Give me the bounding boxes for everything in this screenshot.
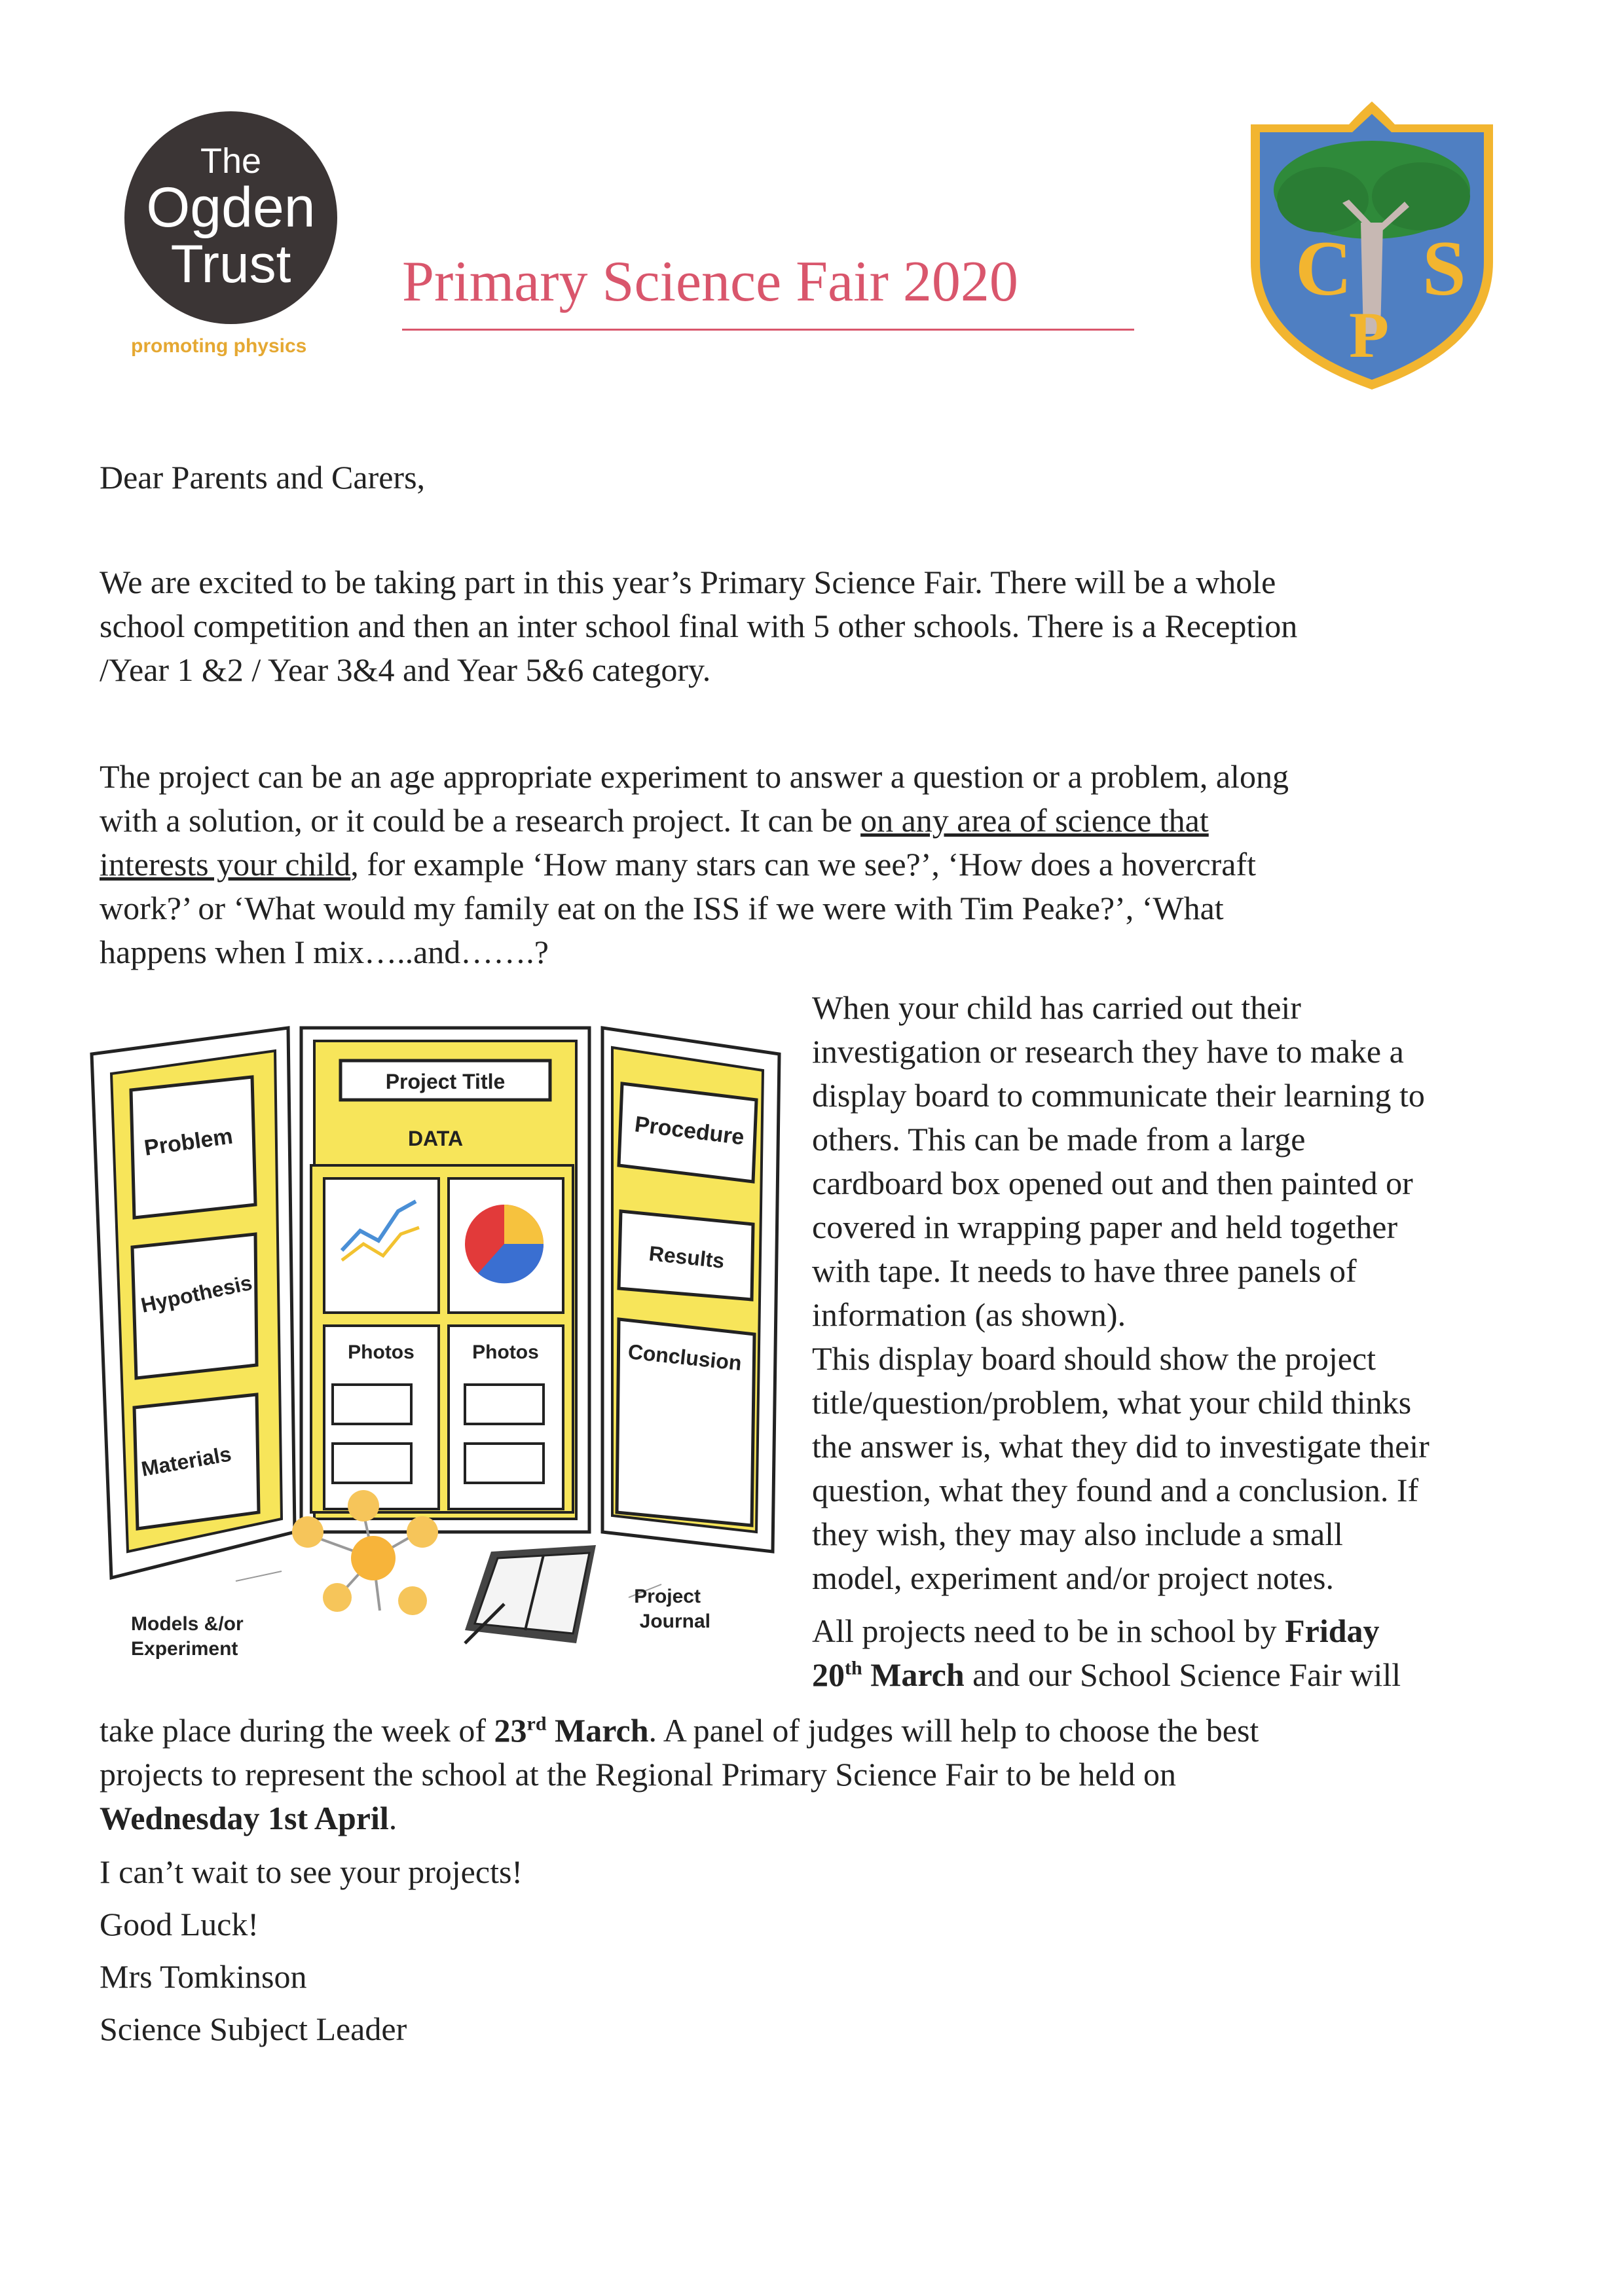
instruction-line: title/question/problem, what your child thinks xyxy=(812,1384,1412,1421)
text-span: take place during the week of xyxy=(100,1712,494,1749)
instruction-line: display board to communicate their learning to xyxy=(812,1077,1425,1114)
deadline-line xyxy=(812,1609,1545,1653)
text-span: with a solution, or it could be a research project. It can be xyxy=(100,802,861,839)
closing-line-1: I can’t wait to see your projects! xyxy=(100,1853,523,1890)
deadline-line xyxy=(812,1653,1545,1697)
text-span: , for example ‘How many stars can we see?’, ‘How does a hovercraft xyxy=(350,846,1257,883)
paragraph-2-line: The project can be an age appropriate experiment to answer a question or a problem, along xyxy=(100,758,1289,795)
paragraph-2-line: work?’ or ‘What would my family eat on the ISS if we were with Tim Peake?’, ‘What xyxy=(100,890,1224,926)
signature-name: Mrs Tomkinson xyxy=(100,1958,307,1995)
underlined-text: interests your child xyxy=(100,846,351,883)
board-label-photos-2: Photos xyxy=(472,1341,539,1363)
paragraph-2-line xyxy=(100,843,1540,886)
board-label-hypothesis: Hypothesis xyxy=(138,1270,255,1317)
paragraph-2-line xyxy=(100,799,1540,843)
ordinal-suffix: th xyxy=(845,1657,862,1679)
crest-letter-p: P xyxy=(1349,299,1390,371)
text-span: . xyxy=(388,1800,397,1836)
text-span: and our School Science Fair will xyxy=(964,1656,1401,1693)
logo-line-1: The xyxy=(200,141,262,181)
models-label-line-2: Experiment xyxy=(131,1638,238,1660)
board-label-project-title: Project Title xyxy=(385,1070,506,1093)
paragraph-1-line: We are excited to be taking part in this year’s Primary Science Fair. There will be a whole xyxy=(100,564,1276,600)
instruction-line: information (as shown). xyxy=(812,1296,1126,1333)
instruction-line: covered in wrapping paper and held together xyxy=(812,1209,1398,1245)
signature-role: Science Subject Leader xyxy=(100,2011,407,2047)
instruction-line: with tape. It needs to have three panels of xyxy=(812,1252,1357,1289)
board-label-photos-1: Photos xyxy=(348,1341,415,1363)
logo-line-2: Ogden xyxy=(146,176,316,240)
text-span: 23 xyxy=(494,1712,527,1749)
board-label-data: DATA xyxy=(407,1127,464,1150)
regional-fair-line: projects to represent the school at the Regional Primary Science Fair to be held on xyxy=(100,1756,1176,1793)
logo-line-3: Trust xyxy=(170,234,291,295)
deadline-date xyxy=(812,1656,965,1693)
fair-week-date xyxy=(494,1712,649,1749)
text-span: March xyxy=(546,1712,649,1749)
journal-icon xyxy=(465,1545,596,1643)
journal-label-line-1: Project xyxy=(634,1586,701,1607)
text-span: All projects need to be in school by xyxy=(812,1613,1285,1649)
board-label-materials: Materials xyxy=(139,1442,233,1481)
instruction-line: model, experiment and/or project notes. xyxy=(812,1559,1334,1596)
paragraph-1 xyxy=(100,560,1540,692)
instruction-line: cardboard box opened out and then painted or xyxy=(812,1165,1413,1201)
paragraph-1-line: school competition and then an inter school final with 5 other schools. There is a Reception xyxy=(100,608,1298,644)
crest-letter-s: S xyxy=(1422,225,1466,312)
text-span: March xyxy=(862,1656,965,1693)
board-line-graph-box xyxy=(324,1178,439,1313)
fair-week-line xyxy=(100,1709,1259,1753)
paragraph-2-line: happens when I mix…..and…….? xyxy=(100,934,549,970)
instruction-line: investigation or research they have to make a xyxy=(812,1033,1404,1070)
greeting: Dear Parents and Carers, xyxy=(100,459,426,496)
deadline-day: Friday xyxy=(1285,1613,1380,1649)
logo-tagline: promoting physics xyxy=(131,335,307,357)
instruction-line: the answer is, what they did to investigate their xyxy=(812,1428,1430,1465)
board-label-results: Results xyxy=(648,1241,726,1273)
models-label-line-1: Models &/or xyxy=(131,1613,244,1635)
regional-fair-date: Wednesday 1st April xyxy=(100,1800,389,1836)
instruction-line: they wish, they may also include a small xyxy=(812,1516,1343,1552)
ogden-trust-logo xyxy=(124,111,337,324)
instruction-line: This display board should show the project xyxy=(812,1340,1376,1377)
page-title: Primary Science Fair 2020 xyxy=(402,250,1018,314)
closing-line-2: Good Luck! xyxy=(100,1906,259,1942)
board-label-conclusion: Conclusion xyxy=(627,1339,743,1376)
instruction-line: question, what they found and a conclusion. If xyxy=(812,1472,1419,1508)
display-board-illustration xyxy=(85,1015,792,1663)
underlined-text: on any area of science that xyxy=(860,802,1209,839)
school-crest-logo xyxy=(1244,98,1500,393)
ordinal-suffix: rd xyxy=(526,1713,547,1735)
instruction-line: When your child has carried out their xyxy=(812,989,1301,1026)
crest-letter-c: C xyxy=(1295,225,1352,312)
display-board-instructions xyxy=(812,986,1545,1697)
board-label-problem: Problem xyxy=(142,1123,234,1161)
title-underline xyxy=(402,329,1134,331)
journal-label-line-2: Journal xyxy=(639,1611,710,1632)
regional-fair-date-line xyxy=(100,1796,397,1840)
instruction-line: others. This can be made from a large xyxy=(812,1121,1306,1157)
text-span: . A panel of judges will help to choose the best xyxy=(648,1712,1259,1749)
paragraph-2 xyxy=(100,755,1540,974)
text-span: 20 xyxy=(812,1656,845,1693)
paragraph-1-line: /Year 1 &2 / Year 3&4 and Year 5&6 category. xyxy=(100,651,711,688)
board-label-procedure: Procedure xyxy=(633,1112,746,1150)
